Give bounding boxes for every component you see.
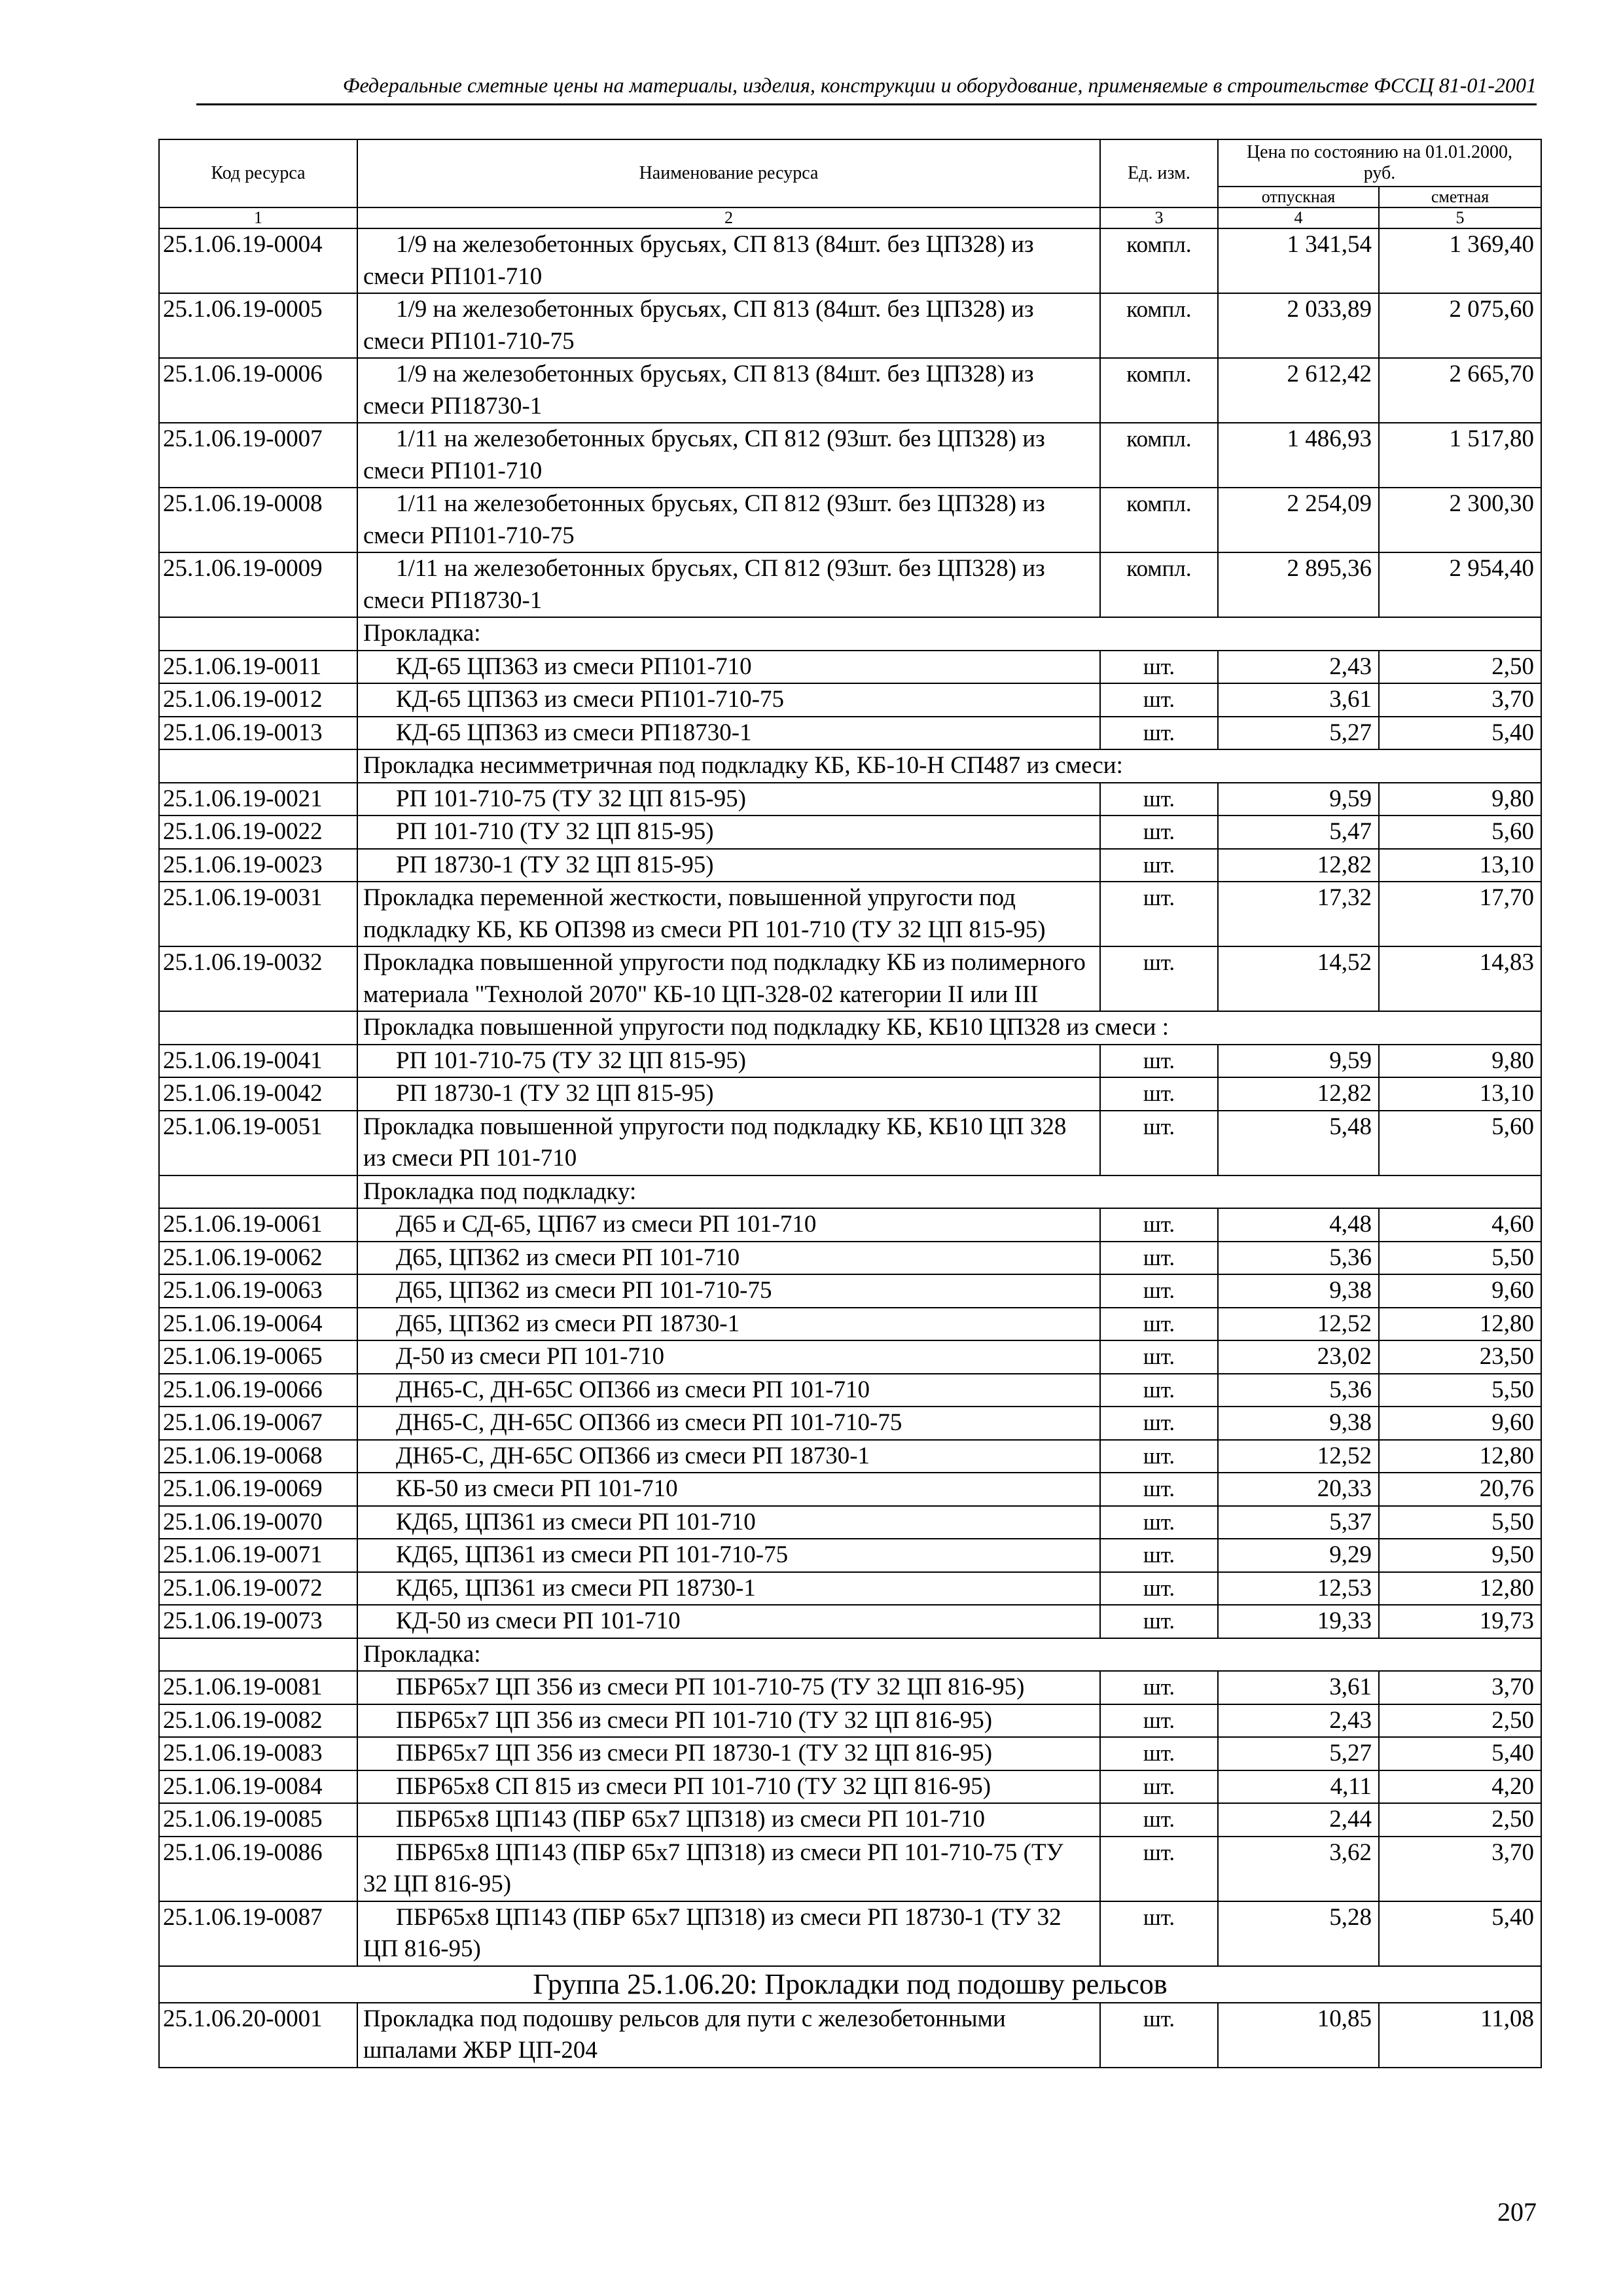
resource-name xyxy=(357,1737,1100,1770)
estimate-price: 1 517,80 xyxy=(1379,423,1541,488)
table-row xyxy=(159,1111,1541,1175)
resource-name-text: ПБР65х7 ЦП 356 из смеси РП 101-710 (ТУ 32 ЦП 816-95) xyxy=(396,1706,993,1734)
section-title: Прокладка: xyxy=(357,1638,1541,1672)
section-code-empty xyxy=(159,749,357,783)
group-title: Группа 25.1.06.20: Прокладки под подошву рельсов xyxy=(159,1966,1541,2003)
resource-name-text: РП 101-710 (ТУ 32 ЦП 815-95) xyxy=(396,818,714,845)
estimate-price: 5,60 xyxy=(1379,816,1541,849)
estimate-price: 9,60 xyxy=(1379,1407,1541,1440)
resource-name-text: ПБР65х8 ЦП143 (ПБР 65х7 ЦП318) из смеси РП 101-710 xyxy=(396,1806,986,1833)
unit-of-measure: шт. xyxy=(1100,946,1218,1011)
estimate-price: 17,70 xyxy=(1379,882,1541,946)
table-row xyxy=(159,946,1541,1011)
resource-name xyxy=(357,552,1100,617)
resource-code: 25.1.06.19-0087 xyxy=(159,1901,357,1966)
unit-of-measure: шт. xyxy=(1100,1274,1218,1308)
unit-of-measure: шт. xyxy=(1100,882,1218,946)
release-price: 5,37 xyxy=(1218,1506,1379,1539)
table-row xyxy=(159,1539,1541,1572)
resource-name-text: КД65, ЦП361 из смеси РП 101-710 xyxy=(396,1508,756,1535)
resource-name xyxy=(357,651,1100,684)
resource-name xyxy=(357,1572,1100,1605)
estimate-price: 9,50 xyxy=(1379,1539,1541,1572)
unit-of-measure: шт. xyxy=(1100,1837,1218,1901)
unit-of-measure: шт. xyxy=(1100,2003,1218,2068)
running-header: Федеральные сметные цены на материалы, изделия, конструкции и оборудование, применяемые в строительстве ФССЦ 81-01-2001 xyxy=(196,72,1537,105)
section-title: Прокладка несимметричная под подкладку КБ, КБ-10-Н СП487 из смеси: xyxy=(357,749,1541,783)
estimate-price: 5,50 xyxy=(1379,1506,1541,1539)
table-row xyxy=(159,423,1541,488)
section-row xyxy=(159,1175,1541,1209)
table-row xyxy=(159,1208,1541,1242)
release-price: 4,48 xyxy=(1218,1208,1379,1242)
resource-name xyxy=(357,358,1100,423)
resource-name xyxy=(357,816,1100,849)
resource-name-text: КД-65 ЦП363 из смеси РП18730-1 xyxy=(396,719,752,746)
table-row xyxy=(159,1308,1541,1341)
table-row xyxy=(159,1803,1541,1837)
release-price: 9,59 xyxy=(1218,783,1379,816)
resource-name-text: Прокладка под подошву рельсов для пути с железобетонными шпалами ЖБР ЦП-204 xyxy=(363,2005,1006,2064)
release-price: 9,38 xyxy=(1218,1407,1379,1440)
resource-code: 25.1.06.19-0083 xyxy=(159,1737,357,1770)
unit-of-measure: шт. xyxy=(1100,1737,1218,1770)
estimate-price: 19,73 xyxy=(1379,1605,1541,1638)
unit-of-measure: шт. xyxy=(1100,683,1218,717)
section-code-empty xyxy=(159,617,357,651)
table-row xyxy=(159,228,1541,293)
resource-code: 25.1.06.19-0066 xyxy=(159,1374,357,1407)
resource-code: 25.1.06.19-0011 xyxy=(159,651,357,684)
resource-code: 25.1.06.19-0061 xyxy=(159,1208,357,1242)
release-price: 5,28 xyxy=(1218,1901,1379,1966)
release-price: 5,27 xyxy=(1218,717,1379,750)
resource-code: 25.1.06.19-0082 xyxy=(159,1704,357,1738)
resource-name xyxy=(357,1901,1100,1966)
resource-code: 25.1.06.19-0081 xyxy=(159,1671,357,1704)
resource-code: 25.1.06.19-0085 xyxy=(159,1803,357,1837)
release-price: 2,43 xyxy=(1218,1704,1379,1738)
unit-of-measure: шт. xyxy=(1100,1803,1218,1837)
estimate-price: 11,08 xyxy=(1379,2003,1541,2068)
table-row xyxy=(159,717,1541,750)
page-number: 207 xyxy=(1497,2197,1537,2227)
resource-name xyxy=(357,882,1100,946)
resource-name xyxy=(357,1340,1100,1374)
resource-name-text: КД65, ЦП361 из смеси РП 101-710-75 xyxy=(396,1541,789,1568)
table-row xyxy=(159,1605,1541,1638)
resource-name xyxy=(357,488,1100,552)
unit-of-measure: шт. xyxy=(1100,717,1218,750)
resource-name-text: ПБР65х8 ЦП143 (ПБР 65х7 ЦП318) из смеси РП 101-710-75 (ТУ 32 ЦП 816-95) xyxy=(363,1839,1063,1897)
table-row xyxy=(159,1440,1541,1473)
estimate-price: 2,50 xyxy=(1379,651,1541,684)
table-row xyxy=(159,2003,1541,2068)
table-row xyxy=(159,1077,1541,1111)
resource-name-text: КД-65 ЦП363 из смеси РП101-710-75 xyxy=(396,686,784,713)
resource-name-text: ПБР65х7 ЦП 356 из смеси РП 101-710-75 (ТУ 32 ЦП 816-95) xyxy=(396,1674,1025,1700)
section-title: Прокладка: xyxy=(357,617,1541,651)
resource-code: 25.1.06.19-0068 xyxy=(159,1440,357,1473)
resource-name xyxy=(357,717,1100,750)
estimate-price: 9,80 xyxy=(1379,783,1541,816)
table-row xyxy=(159,1671,1541,1704)
estimate-price: 9,80 xyxy=(1379,1045,1541,1078)
estimate-price: 12,80 xyxy=(1379,1572,1541,1605)
column-number: 1 xyxy=(159,207,357,228)
section-row xyxy=(159,1011,1541,1045)
unit-of-measure: компл. xyxy=(1100,358,1218,423)
unit-of-measure: шт. xyxy=(1100,1111,1218,1175)
release-price: 14,52 xyxy=(1218,946,1379,1011)
unit-of-measure: компл. xyxy=(1100,293,1218,358)
table-row xyxy=(159,1473,1541,1506)
table-row xyxy=(159,651,1541,684)
release-price: 23,02 xyxy=(1218,1340,1379,1374)
unit-of-measure: шт. xyxy=(1100,1572,1218,1605)
resource-name-text: РП 18730-1 (ТУ 32 ЦП 815-95) xyxy=(396,851,714,878)
release-price: 2 033,89 xyxy=(1218,293,1379,358)
release-price: 20,33 xyxy=(1218,1473,1379,1506)
unit-of-measure: шт. xyxy=(1100,816,1218,849)
table-row xyxy=(159,358,1541,423)
release-price: 12,53 xyxy=(1218,1572,1379,1605)
resource-name xyxy=(357,1208,1100,1242)
section-code-empty xyxy=(159,1638,357,1672)
release-price: 9,38 xyxy=(1218,1274,1379,1308)
estimate-price: 23,50 xyxy=(1379,1340,1541,1374)
estimate-price: 13,10 xyxy=(1379,849,1541,882)
resource-name-text: Д65, ЦП362 из смеси РП 101-710-75 xyxy=(396,1277,772,1304)
resource-name xyxy=(357,1605,1100,1638)
resource-name-text: КД-65 ЦП363 из смеси РП101-710 xyxy=(396,653,752,680)
resource-code: 25.1.06.19-0042 xyxy=(159,1077,357,1111)
resource-code: 25.1.06.19-0072 xyxy=(159,1572,357,1605)
estimate-price: 2,50 xyxy=(1379,1803,1541,1837)
release-price: 9,29 xyxy=(1218,1539,1379,1572)
release-price: 5,27 xyxy=(1218,1737,1379,1770)
estimate-price: 2 075,60 xyxy=(1379,293,1541,358)
release-price: 3,62 xyxy=(1218,1837,1379,1901)
resource-name-text: Прокладка повышенной упругости под подкладку КБ из полимерного материала "Технолой 2070" КБ-10 ЦП-328-02 категории II или III xyxy=(363,949,1086,1008)
resource-name xyxy=(357,1440,1100,1473)
table-row xyxy=(159,849,1541,882)
estimate-price: 20,76 xyxy=(1379,1473,1541,1506)
release-price: 19,33 xyxy=(1218,1605,1379,1638)
header-estimate: сметная xyxy=(1379,187,1541,207)
estimate-price: 5,40 xyxy=(1379,717,1541,750)
resource-name xyxy=(357,783,1100,816)
column-number: 5 xyxy=(1379,207,1541,228)
unit-of-measure: шт. xyxy=(1100,1077,1218,1111)
resource-code: 25.1.06.19-0021 xyxy=(159,783,357,816)
column-number: 3 xyxy=(1100,207,1218,228)
resource-name-text: ДН65-С, ДН-65С ОП366 из смеси РП 18730-1 xyxy=(396,1442,870,1469)
resource-name xyxy=(357,2003,1100,2068)
unit-of-measure: шт. xyxy=(1100,1770,1218,1804)
section-title: Прокладка под подкладку: xyxy=(357,1175,1541,1209)
resource-code: 25.1.06.20-0001 xyxy=(159,2003,357,2068)
table-row xyxy=(159,1901,1541,1966)
estimate-price: 2 300,30 xyxy=(1379,488,1541,552)
resource-name-text: Д65 и СД-65, ЦП67 из смеси РП 101-710 xyxy=(396,1211,817,1238)
release-price: 3,61 xyxy=(1218,683,1379,717)
column-number: 2 xyxy=(357,207,1100,228)
resource-name-text: ДН65-С, ДН-65С ОП366 из смеси РП 101-710-75 xyxy=(396,1409,902,1436)
resource-name-text: Прокладка переменной жесткости, повышенной упругости под подкладку КБ, КБ ОП398 из смеси РП 101-710 (ТУ 32 ЦП 815-95) xyxy=(363,884,1046,943)
estimate-price: 2,50 xyxy=(1379,1704,1541,1738)
resource-name xyxy=(357,1473,1100,1506)
column-number: 4 xyxy=(1218,207,1379,228)
table-row xyxy=(159,1837,1541,1901)
resource-name xyxy=(357,423,1100,488)
estimate-price: 5,40 xyxy=(1379,1737,1541,1770)
estimate-price: 13,10 xyxy=(1379,1077,1541,1111)
release-price: 2 612,42 xyxy=(1218,358,1379,423)
resource-code: 25.1.06.19-0063 xyxy=(159,1274,357,1308)
resource-name-text: ПБР65х8 СП 815 из смеси РП 101-710 (ТУ 32 ЦП 816-95) xyxy=(396,1772,991,1800)
resource-code: 25.1.06.19-0064 xyxy=(159,1308,357,1341)
resource-name-text: 1/11 на железобетонных брусьях, СП 812 (93шт. без ЦП328) из смеси РП101-710 xyxy=(363,425,1045,484)
release-price: 2,43 xyxy=(1218,651,1379,684)
resource-name xyxy=(357,1770,1100,1804)
resource-name-text: ДН65-С, ДН-65С ОП366 из смеси РП 101-710 xyxy=(396,1376,870,1403)
release-price: 12,52 xyxy=(1218,1308,1379,1341)
unit-of-measure: шт. xyxy=(1100,849,1218,882)
release-price: 12,52 xyxy=(1218,1440,1379,1473)
resource-code: 25.1.06.19-0084 xyxy=(159,1770,357,1804)
estimate-price: 12,80 xyxy=(1379,1440,1541,1473)
resource-name xyxy=(357,1308,1100,1341)
resource-code: 25.1.06.19-0031 xyxy=(159,882,357,946)
resource-name-text: Д65, ЦП362 из смеси РП 18730-1 xyxy=(396,1310,740,1337)
release-price: 5,36 xyxy=(1218,1242,1379,1275)
table-row xyxy=(159,1045,1541,1078)
section-row xyxy=(159,617,1541,651)
table-row xyxy=(159,783,1541,816)
resource-name-text: 1/11 на железобетонных брусьях, СП 812 (93шт. без ЦП328) из смеси РП18730-1 xyxy=(363,555,1045,614)
unit-of-measure: шт. xyxy=(1100,651,1218,684)
resource-name xyxy=(357,1506,1100,1539)
unit-of-measure: шт. xyxy=(1100,1208,1218,1242)
release-price: 2 254,09 xyxy=(1218,488,1379,552)
release-price: 12,82 xyxy=(1218,1077,1379,1111)
header-price: Цена по состоянию на 01.01.2000, руб. xyxy=(1218,139,1541,187)
unit-of-measure: шт. xyxy=(1100,1340,1218,1374)
estimate-price: 4,20 xyxy=(1379,1770,1541,1804)
resource-name xyxy=(357,1704,1100,1738)
resource-code: 25.1.06.19-0009 xyxy=(159,552,357,617)
unit-of-measure: шт. xyxy=(1100,1901,1218,1966)
unit-of-measure: компл. xyxy=(1100,552,1218,617)
section-row xyxy=(159,1638,1541,1672)
release-price: 3,61 xyxy=(1218,1671,1379,1704)
table-body xyxy=(159,228,1541,2068)
estimate-price: 3,70 xyxy=(1379,1837,1541,1901)
resource-name xyxy=(357,228,1100,293)
unit-of-measure: компл. xyxy=(1100,488,1218,552)
unit-of-measure: шт. xyxy=(1100,1473,1218,1506)
resource-name-text: ПБР65х7 ЦП 356 из смеси РП 18730-1 (ТУ 32 ЦП 816-95) xyxy=(396,1740,993,1767)
resource-code: 25.1.06.19-0067 xyxy=(159,1407,357,1440)
resource-name-text: 1/9 на железобетонных брусьях, СП 813 (84шт. без ЦП328) из смеси РП101-710 xyxy=(363,231,1034,290)
resource-code: 25.1.06.19-0005 xyxy=(159,293,357,358)
release-price: 2,44 xyxy=(1218,1803,1379,1837)
header-name: Наименование ресурса xyxy=(357,139,1100,207)
table-row xyxy=(159,1274,1541,1308)
table-row xyxy=(159,683,1541,717)
unit-of-measure: шт. xyxy=(1100,1308,1218,1341)
resource-code: 25.1.06.19-0086 xyxy=(159,1837,357,1901)
resource-code: 25.1.06.19-0007 xyxy=(159,423,357,488)
release-price: 4,11 xyxy=(1218,1770,1379,1804)
resource-code: 25.1.06.19-0022 xyxy=(159,816,357,849)
resource-name-text: РП 101-710-75 (ТУ 32 ЦП 815-95) xyxy=(396,785,746,812)
unit-of-measure: шт. xyxy=(1100,1704,1218,1738)
resource-code: 25.1.06.19-0032 xyxy=(159,946,357,1011)
header-unit: Ед. изм. xyxy=(1100,139,1218,207)
resource-code: 25.1.06.19-0013 xyxy=(159,717,357,750)
table-row xyxy=(159,488,1541,552)
table-row xyxy=(159,1242,1541,1275)
unit-of-measure: шт. xyxy=(1100,1506,1218,1539)
table-row xyxy=(159,1374,1541,1407)
section-title: Прокладка повышенной упругости под подкладку КБ, КБ10 ЦП328 из смеси : xyxy=(357,1011,1541,1045)
unit-of-measure: шт. xyxy=(1100,1539,1218,1572)
resource-code: 25.1.06.19-0070 xyxy=(159,1506,357,1539)
resource-name-text: КБ-50 из смеси РП 101-710 xyxy=(396,1475,678,1502)
resource-name-text: РП 101-710-75 (ТУ 32 ЦП 815-95) xyxy=(396,1047,746,1074)
estimate-price: 5,60 xyxy=(1379,1111,1541,1175)
release-price: 12,82 xyxy=(1218,849,1379,882)
resource-name-text: Д65, ЦП362 из смеси РП 101-710 xyxy=(396,1244,740,1271)
resource-code: 25.1.06.19-0062 xyxy=(159,1242,357,1275)
resource-name xyxy=(357,1242,1100,1275)
estimate-price: 2 665,70 xyxy=(1379,358,1541,423)
estimate-price: 9,60 xyxy=(1379,1274,1541,1308)
resource-name-text: КД65, ЦП361 из смеси РП 18730-1 xyxy=(396,1574,756,1602)
resource-name-text: ПБР65х8 ЦП143 (ПБР 65х7 ЦП318) из смеси РП 18730-1 (ТУ 32 ЦП 816-95) xyxy=(363,1903,1061,1962)
unit-of-measure: компл. xyxy=(1100,228,1218,293)
resource-code: 25.1.06.19-0008 xyxy=(159,488,357,552)
resource-code: 25.1.06.19-0012 xyxy=(159,683,357,717)
release-price: 5,48 xyxy=(1218,1111,1379,1175)
resource-name xyxy=(357,1407,1100,1440)
release-price: 9,59 xyxy=(1218,1045,1379,1078)
resource-name-text: РП 18730-1 (ТУ 32 ЦП 815-95) xyxy=(396,1080,714,1107)
table-row xyxy=(159,882,1541,946)
estimate-price: 4,60 xyxy=(1379,1208,1541,1242)
resource-name-text: 1/9 на железобетонных брусьях, СП 813 (84шт. без ЦП328) из смеси РП101-710-75 xyxy=(363,296,1034,355)
unit-of-measure: компл. xyxy=(1100,423,1218,488)
unit-of-measure: шт. xyxy=(1100,1671,1218,1704)
unit-of-measure: шт. xyxy=(1100,1045,1218,1078)
resource-name xyxy=(357,1111,1100,1175)
table-row xyxy=(159,1506,1541,1539)
table-row xyxy=(159,1704,1541,1738)
resource-code: 25.1.06.19-0041 xyxy=(159,1045,357,1078)
resource-code: 25.1.06.19-0069 xyxy=(159,1473,357,1506)
resource-name xyxy=(357,1837,1100,1901)
estimate-price: 2 954,40 xyxy=(1379,552,1541,617)
estimate-price: 5,50 xyxy=(1379,1374,1541,1407)
release-price: 1 341,54 xyxy=(1218,228,1379,293)
resource-code: 25.1.06.19-0004 xyxy=(159,228,357,293)
estimate-price: 3,70 xyxy=(1379,683,1541,717)
table-row xyxy=(159,816,1541,849)
resource-name xyxy=(357,849,1100,882)
release-price: 1 486,93 xyxy=(1218,423,1379,488)
unit-of-measure: шт. xyxy=(1100,1374,1218,1407)
group-row xyxy=(159,1966,1541,2003)
table-row xyxy=(159,1737,1541,1770)
section-row xyxy=(159,749,1541,783)
resource-name xyxy=(357,1671,1100,1704)
resource-name-text: Д-50 из смеси РП 101-710 xyxy=(396,1343,664,1370)
release-price: 2 895,36 xyxy=(1218,552,1379,617)
estimate-price: 12,80 xyxy=(1379,1308,1541,1341)
resource-name xyxy=(357,683,1100,717)
table-row xyxy=(159,293,1541,358)
resource-name xyxy=(357,1539,1100,1572)
table-row xyxy=(159,552,1541,617)
estimate-price: 5,50 xyxy=(1379,1242,1541,1275)
header-code: Код ресурса xyxy=(159,139,357,207)
table-row xyxy=(159,1407,1541,1440)
estimate-price: 14,83 xyxy=(1379,946,1541,1011)
release-price: 10,85 xyxy=(1218,2003,1379,2068)
price-table xyxy=(158,139,1542,2068)
unit-of-measure: шт. xyxy=(1100,1605,1218,1638)
resource-code: 25.1.06.19-0006 xyxy=(159,358,357,423)
release-price: 5,47 xyxy=(1218,816,1379,849)
header-release: отпускная xyxy=(1218,187,1379,207)
resource-name xyxy=(357,1045,1100,1078)
resource-name xyxy=(357,293,1100,358)
resource-code: 25.1.06.19-0071 xyxy=(159,1539,357,1572)
table-row xyxy=(159,1340,1541,1374)
resource-code: 25.1.06.19-0073 xyxy=(159,1605,357,1638)
resource-name xyxy=(357,1374,1100,1407)
section-code-empty xyxy=(159,1175,357,1209)
resource-name xyxy=(357,1803,1100,1837)
unit-of-measure: шт. xyxy=(1100,1407,1218,1440)
table-row xyxy=(159,1770,1541,1804)
release-price: 5,36 xyxy=(1218,1374,1379,1407)
unit-of-measure: шт. xyxy=(1100,1440,1218,1473)
resource-name xyxy=(357,946,1100,1011)
resource-name-text: 1/11 на железобетонных брусьях, СП 812 (93шт. без ЦП328) из смеси РП101-710-75 xyxy=(363,490,1045,549)
resource-name-text: КД-50 из смеси РП 101-710 xyxy=(396,1607,681,1634)
section-code-empty xyxy=(159,1011,357,1045)
estimate-price: 5,40 xyxy=(1379,1901,1541,1966)
unit-of-measure: шт. xyxy=(1100,783,1218,816)
release-price: 17,32 xyxy=(1218,882,1379,946)
unit-of-measure: шт. xyxy=(1100,1242,1218,1275)
resource-code: 25.1.06.19-0051 xyxy=(159,1111,357,1175)
table-row xyxy=(159,1572,1541,1605)
estimate-price: 3,70 xyxy=(1379,1671,1541,1704)
resource-code: 25.1.06.19-0023 xyxy=(159,849,357,882)
estimate-price: 1 369,40 xyxy=(1379,228,1541,293)
table-header xyxy=(159,139,1541,228)
resource-name-text: 1/9 на железобетонных брусьях, СП 813 (84шт. без ЦП328) из смеси РП18730-1 xyxy=(363,361,1034,420)
resource-name xyxy=(357,1077,1100,1111)
resource-name xyxy=(357,1274,1100,1308)
resource-code: 25.1.06.19-0065 xyxy=(159,1340,357,1374)
resource-name-text: Прокладка повышенной упругости под подкладку КБ, КБ10 ЦП 328 из смеси РП 101-710 xyxy=(363,1113,1067,1172)
